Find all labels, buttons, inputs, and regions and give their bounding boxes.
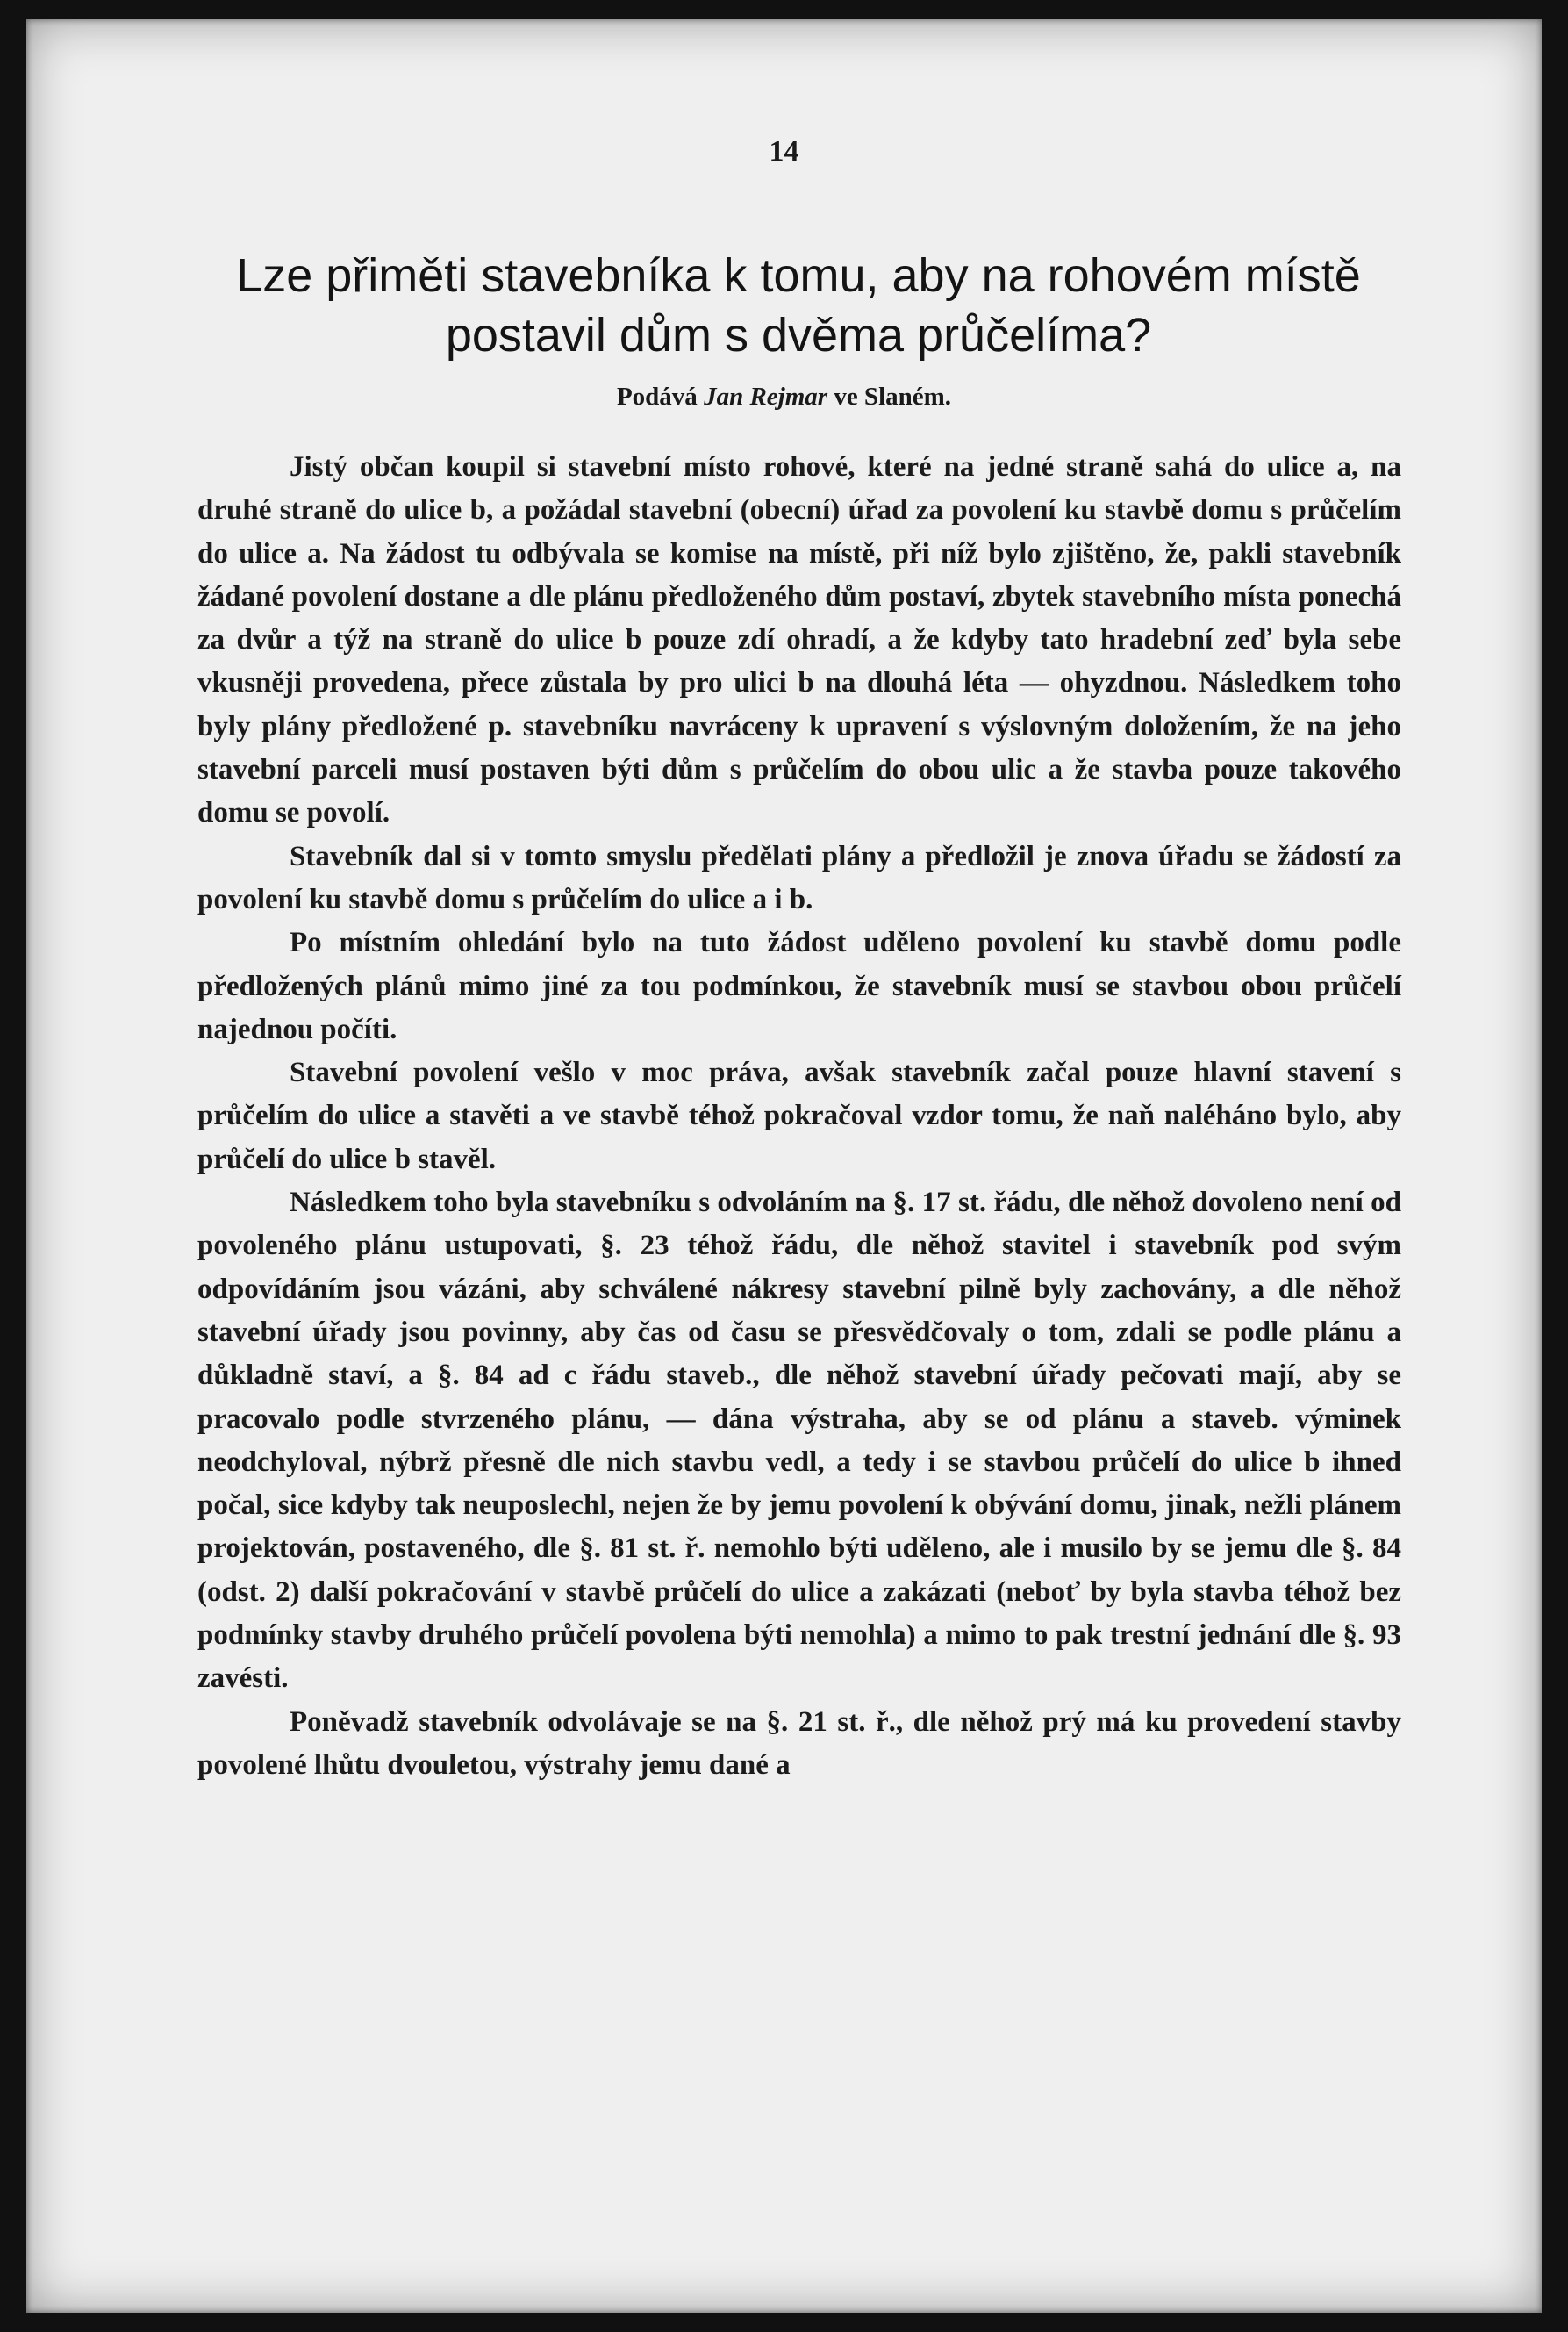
scanned-page [26, 19, 1542, 2313]
paragraph-5: Následkem toho byla stavebníku s odvoláním na §. 17 st. řádu, dle něhož dovoleno není od povoleného plánu ustupovati, §. 23 téhož řádu, dle něhož stavitel i stavebník pod svým odpovídáním jsou vázáni, aby schválené nákresy stavební pilně byly zachovány, a dle něhož stavební úřady jsou povinny, aby čas od času se přesvědčovaly o tom, zdali se podle plánu a důkladně staví, a §. 84 ad c řádu staveb., dle něhož stavební úřady pečovati mají, aby se pracovalo podle stvrzeného plánu, — dána výstraha, aby se od plánu a staveb. výminek neodchyloval, nýbrž přesně dle nich stavbu vedl, a tedy i se stavbou průčelí do ulice b ihned počal, sice kdyby tak neuposlechl, nejen že by jemu povolení k obývání domu, jinak, nežli plánem projektován, postaveného, dle §. 81 st. ř. nemohlo býti uděleno, ale i musilo by se jemu dle §. 84 (odst. 2) další pokračování v stavbě průčelí do ulice a zakázati (neboť by byla stavba téhož bez podmínky stavby druhého průčelí povolena býti nemohla) a mimo to pak trestní jednání dle §. 93 zavésti. [197, 1187, 1401, 1695]
title-line-1: Lze přiměti stavebníka k tomu, aby na rohovém místě [236, 249, 1361, 302]
paragraph-3: Po místním ohledání bylo na tuto žádost uděleno povolení ku stavbě domu podle předložených plánů mimo jiné za tou podmínkou, že stavebník musí se stavbou obou průčelí najednou počíti. [197, 927, 1401, 1045]
paragraph-2: Stavebník dal si v tomto smyslu předělati plány a předložil je znova úřadu se žádostí za povolení ku stavbě domu s průčelím do ulice a i b. [197, 840, 1401, 915]
article-title [167, 246, 1430, 365]
paragraph-1: Jistý občan koupil si stavební místo rohové, které na jedné straně sahá do ulice a, na druhé straně do ulice b, a požádal stavební (obecní) úřad za povolení ku stavbě domu s průčelím do ulice a. Na žádost tu odbývala se komise na místě, při níž bylo zjištěno, že, pakli stavebník žádané povolení dostane a dle plánu předloženého dům postaví, zbytek stavebního místa ponechá za dvůr a týž na straně do ulice b pouze zdí ohradí, a že kdyby tato hradební zeď byla sebe vkusněji provedena, přece zůstala by pro ulici b na dlouhá léta — ohyzdnou. Následkem toho byly plány předložené p. stavebníku navráceny k upravení s výslovným doložením, že na jeho stavební parceli musí postaven býti dům s průčelím do obou ulic a že stavba pouze takového domu se povolí. [197, 451, 1401, 829]
author-suffix: ve Slaném. [834, 383, 952, 411]
paragraph-6: Poněvadž stavebník odvolávaje se na §. 21 st. ř., dle něhož prý má ku provedení stavby povolené lhůtu dvouletou, výstrahy jemu dané a [197, 1705, 1401, 1781]
author-prefix: Podává [616, 383, 698, 411]
title-line-2: postavil dům s dvěma průčelíma? [445, 309, 1152, 362]
article-body [197, 446, 1401, 1787]
author-line [26, 383, 1542, 412]
paragraph-4: Stavební povolení vešlo v moc práva, avšak stavebník začal pouze hlavní stavení s průčelím do ulice a stavěti a ve stavbě téhož pokračoval vzdor tomu, že naň naléháno bylo, aby průčelí do ulice b stavěl. [197, 1057, 1401, 1175]
author-name: Jan Rejmar [704, 383, 828, 411]
page-number: 14 [769, 135, 799, 168]
